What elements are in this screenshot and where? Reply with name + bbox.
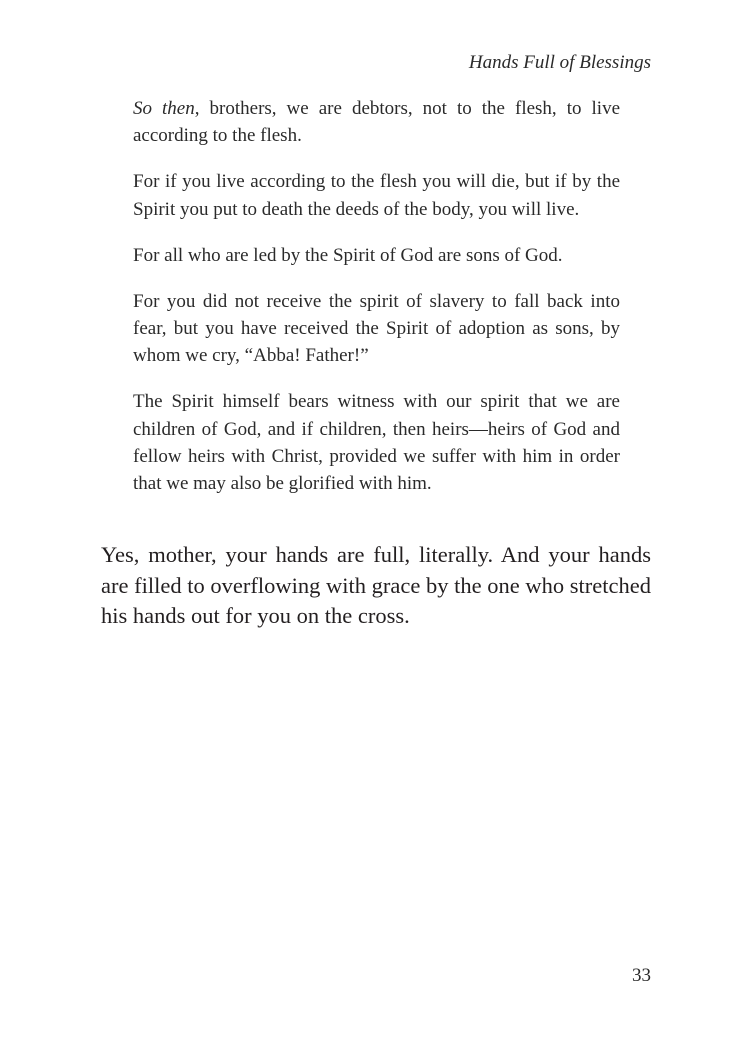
verse-paragraph: For if you live according to the flesh you will die, but if by the Spirit you put to death the deeds of the body, you will live. [133,171,620,220]
verse-lead-italic: So then [133,98,195,119]
page-number: 33 [632,965,651,986]
verse-paragraph: For all who are led by the Spirit of God are sons of God. [133,244,563,266]
body-paragraph: Yes, mother, your hands are full, literally. And your hands are filled to overflowing with grace by the one who stretched his hands out for you on the cross. [101,542,651,628]
verse-paragraph: For you did not receive the spirit of slavery to fall back into fear, but you have received the Spirit of adoption as sons, by whom we cry, “Abba! Father!” [133,290,620,367]
scripture-block-quote [133,95,620,516]
verse-text: , brothers, we are debtors, not to the flesh, to live according to the flesh. [133,98,621,147]
verse-paragraph [133,95,620,150]
running-head-title: Hands Full of Blessings [468,52,651,73]
verse-paragraph: The Spirit himself bears witness with our spirit that we are children of God, and if children, then heirs—heirs of God and fellow heirs with Christ, provided we suffer with him in order that we may also be glorified with him. [133,391,620,495]
